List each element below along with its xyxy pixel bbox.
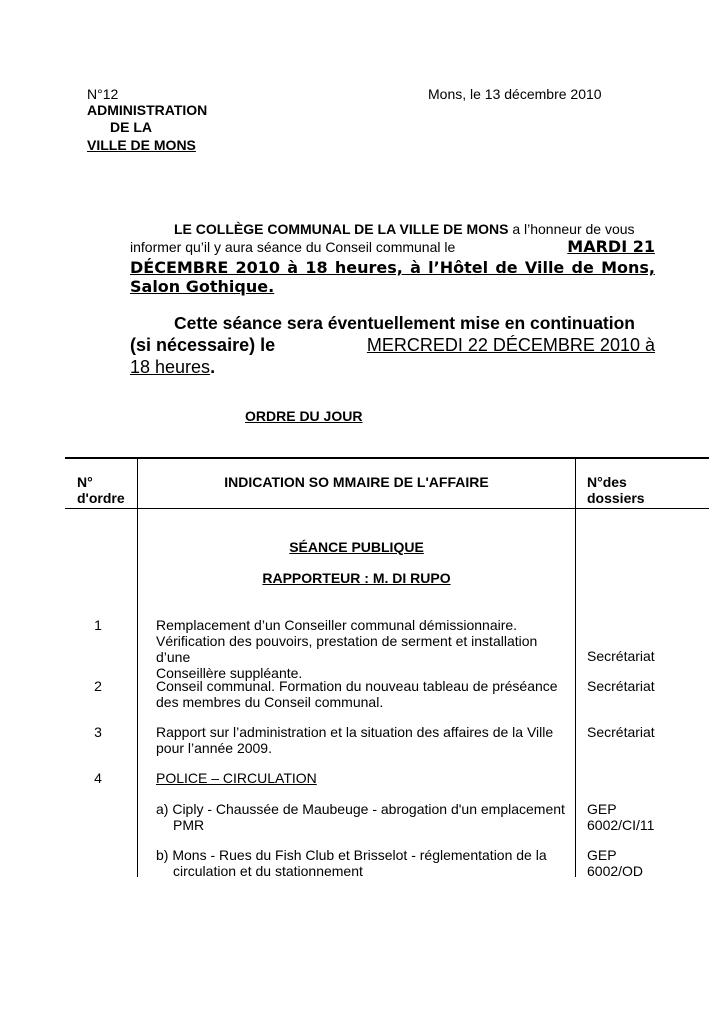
- table-divider-2: [575, 459, 576, 877]
- continuation-line-2: [130, 334, 655, 356]
- col-dossier-header-line1: N°des: [587, 474, 627, 490]
- table-top-border: [65, 457, 709, 459]
- row-heading: POLICE – CIRCULATION: [156, 770, 317, 786]
- intro-college-name: LE COLLÈGE COMMUNAL DE LA VILLE DE MONS: [174, 221, 509, 237]
- subitem-line: b) Mons - Rues du Fish Club et Brisselot - réglementation de la: [156, 847, 547, 863]
- col-num-header-line2: d'ordre: [77, 490, 125, 506]
- row-affair: [156, 617, 566, 681]
- intro-line-3: DÉCEMBRE 2010 à 18 heures, à l’Hôtel de Ville de Mons,: [130, 258, 655, 277]
- col-affair-header: INDICATION SO MMAIRE DE L'AFFAIRE: [224, 474, 489, 490]
- row-affair-line: des membres du Conseil communal.: [156, 694, 384, 710]
- continuation-hour: 18 heures: [130, 357, 211, 377]
- document-date: Mons, le 13 décembre 2010: [428, 86, 602, 102]
- org-name-line2: DE LA: [110, 119, 152, 135]
- subitem-a: [156, 801, 566, 833]
- dossier-line: 6002/OD: [587, 863, 644, 879]
- rapporteur: RAPPORTEUR : M. DI RUPO: [262, 570, 451, 586]
- row-affair: [156, 678, 566, 710]
- intro-line-1: [174, 221, 655, 237]
- row-number: 3: [94, 724, 102, 740]
- table-divider-1: [137, 459, 138, 877]
- continuation-period: .: [210, 357, 216, 377]
- row-affair-line: Conseil communal. Formation du nouveau tableau de préséance: [156, 678, 558, 694]
- row-affair-line: Remplacement d’un Conseiller communal démissionnaire.: [156, 617, 518, 633]
- row-dossier: Secrétariat: [587, 724, 655, 740]
- continuation-line2-start: (si nécessaire) le: [130, 335, 276, 355]
- intro-line1-rest: a l’honneur de vous: [508, 221, 635, 237]
- col-num-header-line1: N°: [77, 474, 93, 490]
- continuation-line-1: Cette séance sera éventuellement mise en continuation: [174, 313, 635, 333]
- subitem-b: [156, 847, 566, 879]
- continuation-line-3: [130, 356, 215, 378]
- row-dossier: Secrétariat: [587, 678, 655, 694]
- row-affair-line: Conseillère suppléante.: [156, 665, 303, 681]
- row-affair-line: Vérification des pouvoirs, prestation de serment et installation d’une: [156, 633, 538, 665]
- dossier-line: 6002/CI/11: [587, 817, 655, 833]
- row-number: 2: [94, 678, 102, 694]
- intro-meeting-day: MARDI 21: [567, 237, 655, 256]
- dossier-line: GEP: [587, 801, 617, 817]
- row-number: 1: [94, 617, 102, 633]
- org-name-line3: VILLE DE MONS: [87, 137, 196, 153]
- subitem-line: circulation et du stationnement: [173, 863, 363, 879]
- row-dossier: Secrétariat: [587, 648, 655, 664]
- row-affair-line: pour l’année 2009.: [156, 740, 272, 756]
- intro-line-4: Salon Gothique.: [130, 277, 275, 296]
- dossier-line: GEP: [587, 847, 617, 863]
- subitem-line: a) Ciply - Chaussée de Maubeuge - abrogation d'un emplacement: [156, 801, 565, 817]
- org-name-line1: ADMINISTRATION: [87, 102, 208, 118]
- subitem-b-dossier: [587, 847, 643, 879]
- section-title: SÉANCE PUBLIQUE: [289, 539, 424, 555]
- intro-line-2: [130, 239, 655, 255]
- continuation-date: MERCREDI 22 DÉCEMBRE 2010 à: [366, 335, 655, 355]
- row-affair-line: Rapport sur l’administration et la situation des affaires de la Ville: [156, 724, 554, 740]
- row-affair: [156, 724, 566, 756]
- subitem-a-dossier: [587, 801, 654, 833]
- row-number: 4: [94, 770, 102, 786]
- intro-line2-text: informer qu’il y aura séance du Conseil communal le: [130, 239, 456, 255]
- col-dossier-header-line2: dossiers: [587, 490, 645, 506]
- agenda-title: ORDRE DU JOUR: [245, 408, 363, 424]
- table-header-border: [65, 508, 709, 509]
- document-number: N°12: [87, 86, 119, 102]
- subitem-line: PMR: [173, 817, 205, 833]
